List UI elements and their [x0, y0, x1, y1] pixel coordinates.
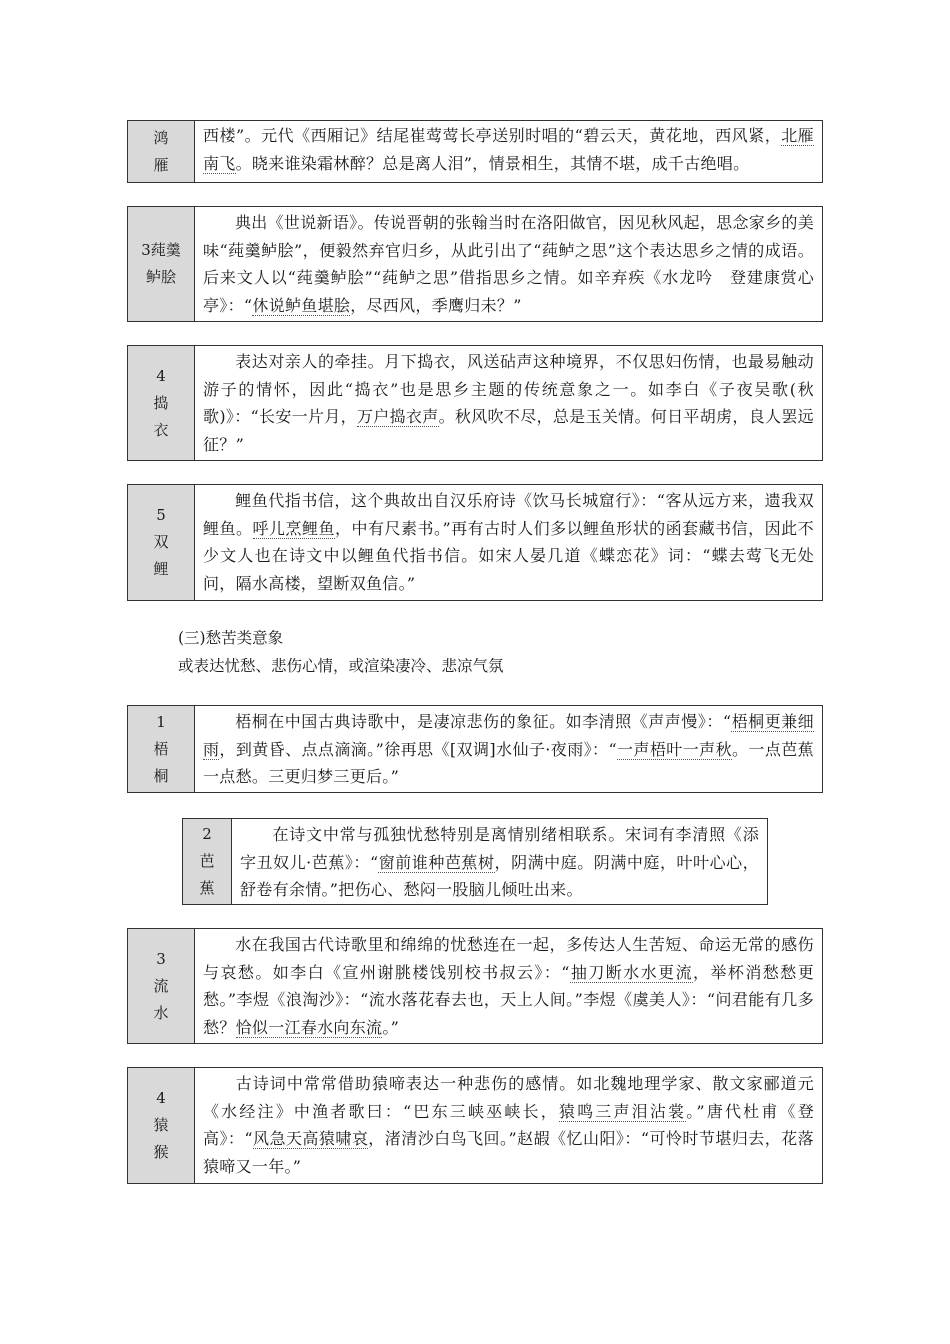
- text-run: 。秋风吹不尽，总是玉关情。何日平胡虏，良人罢远征？”: [203, 407, 814, 454]
- imagery-box-chungeng-lukuai: [127, 206, 823, 322]
- quoted-verse-underlined: 梧桐更兼细雨: [203, 712, 814, 759]
- label-line: 1: [156, 712, 166, 731]
- box-content: [195, 706, 822, 792]
- box-content: [195, 207, 822, 321]
- box-label: [128, 485, 195, 600]
- label-line: 梧: [153, 739, 169, 758]
- imagery-box-shuangli: [127, 484, 823, 601]
- section-description: 或表达忧愁、悲伤心情，或渲染凄冷、悲凉气氛: [178, 657, 504, 675]
- label-lines: [199, 821, 214, 902]
- text-run: 在诗文中常与孤独忧愁特别是离情别绪相联系。宋词有李清照《添字丑奴儿·芭蕉》：“: [240, 825, 759, 872]
- label-line: 猴: [153, 1143, 169, 1161]
- text-run: ，渚清沙白鸟飞回。”赵嘏《忆山阳》：“可怜时节堪归去，花落猿啼又一年。”: [203, 1129, 814, 1176]
- imagery-box-liushui: [127, 928, 823, 1044]
- section-title: (三)愁苦类意象: [178, 629, 284, 647]
- quoted-verse-underlined: 恰似一江春水向东流: [235, 1017, 383, 1037]
- label-line: 衣: [153, 420, 169, 439]
- box-label: [128, 207, 195, 321]
- label-lines: [153, 125, 168, 179]
- box-label: [128, 929, 195, 1043]
- label-lines: [153, 363, 168, 444]
- label-line: 捣: [153, 393, 169, 412]
- imagery-box-hongyan: [127, 120, 823, 183]
- label-line: 2: [202, 825, 212, 843]
- text-run: 梧桐在中国古典诗歌中，是凄凉悲伤的象征。如李清照《声声慢》：“: [235, 712, 732, 731]
- label-line: 3莼羹: [141, 241, 181, 259]
- box-label: [128, 121, 195, 182]
- text-run: 。”: [382, 1017, 400, 1037]
- label-line: 双: [153, 533, 169, 551]
- quoted-verse-underlined: 休说鲈鱼堪脍: [252, 295, 351, 315]
- label-lines: [153, 946, 168, 1027]
- quoted-verse-underlined: 万户捣衣声: [356, 407, 439, 426]
- label-lines: [153, 1085, 168, 1166]
- label-line: 5: [156, 506, 166, 524]
- imagery-box-yuanhou: [127, 1067, 823, 1184]
- box-content: [232, 819, 767, 904]
- quoted-verse-underlined: 猿鸣三声泪沾裳: [558, 1101, 687, 1121]
- box-label: [128, 706, 195, 792]
- label-line: 4: [156, 1089, 166, 1107]
- label-lines: [153, 709, 168, 790]
- label-lines: [141, 237, 181, 291]
- text-run: 。”唐代杜甫《登高》：“: [203, 1101, 814, 1148]
- quoted-verse-underlined: 风急天高猿啸哀: [252, 1129, 369, 1148]
- label-line: 鲤: [153, 560, 169, 578]
- text-run: 典出《世说新语》。传说晋朝的张翰当时在洛阳做官，因见秋风起，思念家乡的美味“莼羹鲈脍”，便毅然弃官归乡，从此引出了“莼鲈之思”这个表达思乡之情的成语。后来文人以“莼羹鲈脍”“莼鲈之思”借指思乡之情。如辛弃疾《水龙吟 登建康赏心亭》：“: [203, 213, 814, 315]
- box-label: [128, 1068, 195, 1183]
- box-label: [128, 346, 195, 460]
- label-line: 鸿: [153, 128, 169, 147]
- text-run: ，中有尺素书。”再有古时人们多以鲤鱼形状的函套藏书信，因此不少文人也在诗文中以鲤鱼代指书信。如宋人晏几道《蝶恋花》词：“蝶去莺飞无处问，隔水高楼，望断双鱼信。”: [203, 518, 814, 593]
- text-run: 。一点芭蕉一点愁。三更归梦三更后。”: [203, 739, 814, 786]
- label-lines: [153, 502, 168, 583]
- quoted-verse-underlined: 呼儿烹鲤鱼: [252, 518, 335, 538]
- quoted-verse-underlined: 窗前谁种芭蕉树: [378, 852, 495, 872]
- text-run: ，举杯消愁愁更愁。”李煜《浪淘沙》：“流水落花春去也，天上人间。”李煜《虞美人》：“问君能有几多愁？: [203, 962, 814, 1037]
- label-line: 蕉: [199, 879, 215, 897]
- text-run: 表达对亲人的牵挂。月下捣衣，风送砧声这种境界，不仅思妇伤情，也最易触动游子的情怀，因此“捣衣”也是思乡主题的传统意象之一。如李白《子夜吴歌(秋歌)》：“长安一片月，: [203, 352, 814, 426]
- text-run: 鲤鱼代指书信，这个典故出自汉乐府诗《饮马长城窟行》：“客从远方来，遗我双鲤鱼。: [203, 491, 814, 538]
- box-content: [195, 121, 822, 182]
- imagery-box-daoyi: [127, 345, 823, 461]
- imagery-box-bajiao: [182, 818, 768, 905]
- box-content: [195, 346, 822, 460]
- imagery-box-wutong: [127, 705, 823, 793]
- quoted-verse-underlined: 抽刀断水水更流: [569, 962, 694, 982]
- box-content: [195, 485, 822, 600]
- text-run: 古诗词中常常借助猿啼表达一种悲伤的感情。如北魏地理学家、散文家郦道元《水经注》中渔者歌曰：“巴东三峡巫峡长，: [203, 1074, 814, 1121]
- text-run: 西楼”。元代《西厢记》结尾崔莺莺长亭送别时唱的“碧云天，黄花地，西风紧，: [203, 126, 782, 145]
- label-line: 猿: [153, 1116, 169, 1134]
- text-run: ，到黄昏、点点滴滴。”徐再思《[双调]水仙子·夜雨》：“: [219, 739, 617, 759]
- text-run: ，尽西风，季鹰归未？”: [350, 295, 522, 315]
- label-line: 芭: [199, 852, 215, 870]
- box-content: [195, 1068, 822, 1183]
- label-line: 鲈脍: [145, 268, 176, 286]
- box-content: [195, 929, 822, 1043]
- text-run: ，阴满中庭。阴满中庭，叶叶心心，舒卷有余情。”把伤心、愁闷一股脑儿倾吐出来。: [240, 852, 759, 899]
- label-line: 4: [156, 366, 166, 385]
- box-label: [183, 819, 232, 904]
- label-line: 水: [153, 1003, 169, 1022]
- label-line: 桐: [153, 766, 169, 785]
- text-run: 。晓来谁染霜林醉？总是离人泪”，情景相生，其情不堪，成千古绝唱。: [235, 153, 750, 173]
- label-line: 流: [153, 976, 169, 995]
- text-run: 水在我国古代诗歌里和绵绵的忧愁连在一起，多传达人生苦短、命运无常的感伤与哀愁。如李白《宣州谢朓楼饯别校书叔云》：“: [203, 935, 814, 982]
- label-line: 3: [156, 949, 166, 968]
- quoted-verse-underlined: 一声梧叶一声秋: [616, 739, 732, 759]
- quoted-verse-underlined: 北雁南飞: [203, 126, 814, 173]
- label-line: 雁: [153, 155, 169, 174]
